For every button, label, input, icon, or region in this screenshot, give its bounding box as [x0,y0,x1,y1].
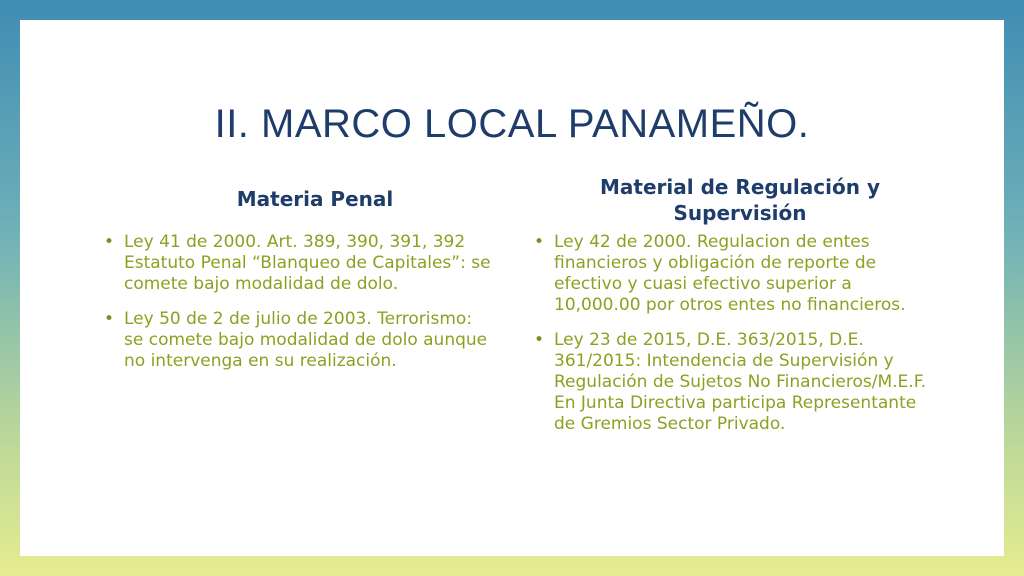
right-bullet-list [534,232,930,449]
list-item [534,232,930,316]
list-item [534,330,930,435]
left-column-heading: Materia Penal [236,187,394,211]
bullet-icon: • [104,309,115,329]
slide-title: II. MARCO LOCAL PANAMEÑO. [214,102,810,146]
slide [20,20,1004,556]
list-item-text: Ley 41 de 2000. Art. 389, 390, 391, 392 Estatuto Penal “Blanqueo de Capitales”: se comete bajo modalidad de dolo. [124,232,491,294]
list-item [104,309,496,372]
right-column-heading: Material de Regulación y Supervisión [600,175,880,225]
bullet-icon: • [534,232,545,252]
bullet-icon: • [534,330,545,350]
bullet-icon: • [104,232,115,252]
list-item-text: Ley 23 de 2015, D.E. 363/2015, D.E. 361/2015: Intendencia de Supervisión y Regulación de Sujetos No Financieros/M.E.F. En Junta Directiva participa Representante de Gremios Sector Privado. [554,330,927,434]
list-item-text: Ley 42 de 2000. Regulacion de entes financieros y obligación de reporte de efectivo y cuasi efectivo superior a 10,000.00 por otros entes no financieros. [554,232,906,315]
list-item [104,232,496,295]
left-bullet-list [104,232,496,386]
list-item-text: Ley 50 de 2 de julio de 2003. Terrorismo: se comete bajo modalidad de dolo aunque no intervenga en su realización. [124,309,488,371]
